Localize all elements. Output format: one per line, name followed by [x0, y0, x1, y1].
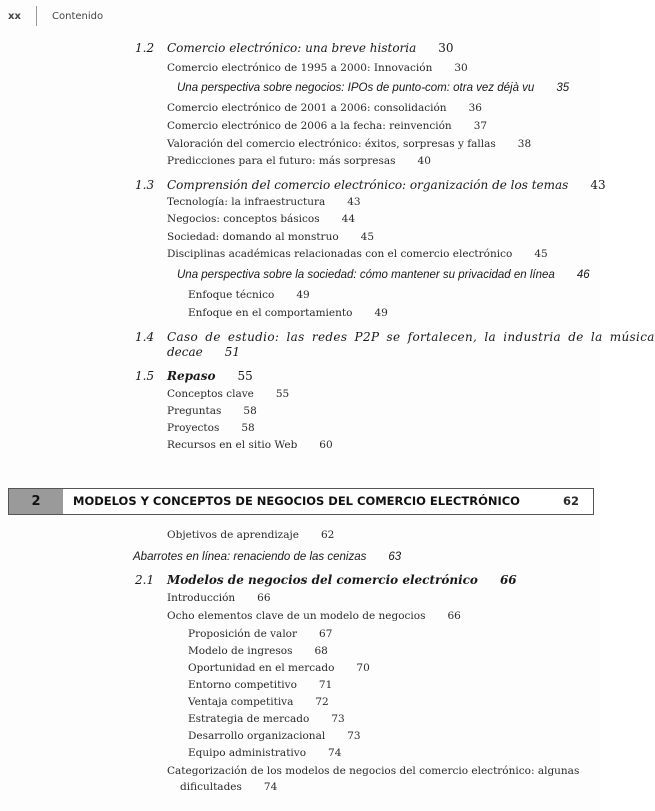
toc-entry-cont[interactable]: dificultades 74 — [180, 781, 278, 793]
toc-entry[interactable]: Proposición de valor 67 — [188, 628, 333, 640]
opening-case-entry[interactable]: Abarrotes en línea: renaciendo de las cenizas 63 — [133, 551, 402, 563]
chapter-title: MODELOS Y CONCEPTOS DE NEGOCIOS DEL COMERCIO ELECTRÓNICO — [73, 494, 520, 508]
toc-entry[interactable]: Recursos en el sitio Web 60 — [167, 439, 333, 451]
toc-entry[interactable]: Equipo administrativo 74 — [188, 747, 342, 759]
toc-entry[interactable]: Enfoque técnico 49 — [188, 289, 310, 301]
toc-entry[interactable]: Desarrollo organizacional 73 — [188, 730, 361, 742]
toc-entry[interactable]: Estrategia de mercado 73 — [188, 713, 345, 725]
section-number: 1.3 — [135, 178, 155, 192]
toc-entry[interactable]: Enfoque en el comportamiento 49 — [188, 307, 388, 319]
toc-entry[interactable]: Tecnología: la infraestructura 43 — [167, 196, 361, 208]
toc-entry[interactable]: Conceptos clave 55 — [167, 388, 290, 400]
toc-entry[interactable]: Modelo de ingresos 68 — [188, 645, 328, 657]
toc-entry[interactable]: Valoración del comercio electrónico: éxitos, sorpresas y fallas 38 — [167, 138, 532, 150]
toc-entry[interactable]: Comercio electrónico de 1995 a 2000: Innovación 30 — [167, 62, 468, 74]
toc-entry[interactable]: Categorización de los modelos de negocios del comercio electrónico: algunas — [167, 765, 580, 777]
toc-entry[interactable]: Proyectos 58 — [167, 422, 255, 434]
toc-entry[interactable]: Ventaja competitiva 72 — [188, 696, 329, 708]
toc-entry[interactable]: Negocios: conceptos básicos 44 — [167, 213, 356, 225]
toc-entry[interactable]: Predicciones para el futuro: más sorpresas 40 — [167, 155, 431, 167]
section-number: 1.2 — [135, 41, 155, 55]
toc-entry[interactable]: Objetivos de aprendizaje 62 — [167, 529, 335, 541]
toc-entry[interactable]: Comercio electrónico de 2001 a 2006: consolidación 36 — [167, 102, 482, 114]
section-title[interactable]: Caso de estudio: las redes P2P se fortalecen, la industria de la música — [167, 330, 655, 344]
section-title[interactable]: Comercio electrónico: una breve historia 30 — [167, 41, 454, 55]
chapter-heading[interactable] — [8, 488, 594, 515]
running-header: Contenido — [52, 11, 104, 22]
header-divider — [36, 6, 37, 26]
section-title[interactable]: Modelos de negocios del comercio electrónico 66 — [167, 573, 517, 587]
section-title[interactable]: Repaso 55 — [167, 369, 253, 383]
section-title-cont[interactable]: decae 51 — [167, 345, 241, 359]
toc-entry[interactable]: Preguntas 58 — [167, 405, 257, 417]
toc-entry[interactable]: Disciplinas académicas relacionadas con el comercio electrónico 45 — [167, 248, 548, 260]
section-title[interactable]: Comprensión del comercio electrónico: organización de los temas 43 — [167, 178, 606, 192]
page-number: xx — [8, 11, 21, 22]
toc-entry[interactable]: Introducción 66 — [167, 592, 271, 604]
toc-feature-entry[interactable]: Una perspectiva sobre la sociedad: cómo mantener su privacidad en línea 46 — [177, 269, 590, 281]
toc-entry[interactable]: Sociedad: domando al monstruo 45 — [167, 231, 375, 243]
chapter-number: 2 — [9, 489, 63, 514]
section-number: 1.4 — [135, 330, 155, 344]
toc-entry[interactable]: Ocho elementos clave de un modelo de negocios 66 — [167, 610, 461, 622]
toc-entry[interactable]: Oportunidad en el mercado 70 — [188, 662, 370, 674]
toc-entry[interactable]: Comercio electrónico de 2006 a la fecha: reinvención 37 — [167, 120, 488, 132]
chapter-page: 62 — [562, 494, 579, 508]
toc-entry[interactable]: Entorno competitivo 71 — [188, 679, 333, 691]
toc-feature-entry[interactable]: Una perspectiva sobre negocios: IPOs de punto-com: otra vez déjà vu 35 — [177, 82, 570, 94]
section-number: 1.5 — [135, 369, 155, 383]
section-number: 2.1 — [135, 573, 155, 587]
